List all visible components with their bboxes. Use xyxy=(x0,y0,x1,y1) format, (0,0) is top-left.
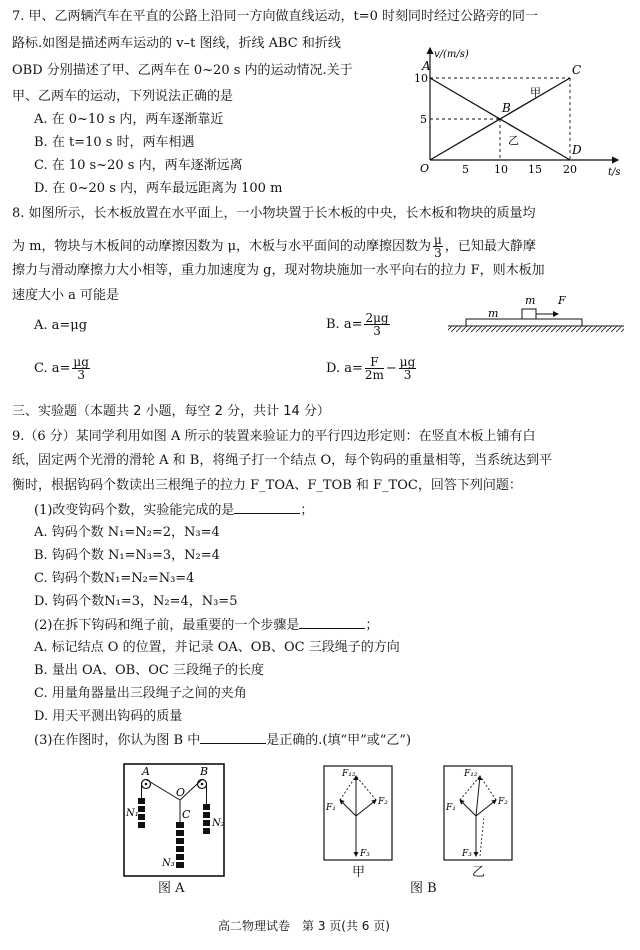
graph-ylabel: v/(m/s) xyxy=(434,49,469,60)
figure-a-label-b: B xyxy=(200,765,209,778)
yi-label-f3: F₃ xyxy=(462,849,472,859)
page-footer: 高二物理试卷 第 3 页(共 6 页) xyxy=(218,919,390,933)
figure-a-label-o: O xyxy=(176,786,186,799)
q9-sub1-option-b: B. 钩码个数 N₁=N₃=3，N₂=4 xyxy=(34,548,220,563)
vt-graph xyxy=(408,44,630,200)
q8-stem-line2a: 为 m，物块与木板间的动摩擦因数为 μ，木板与水平面间的动摩擦因数为 xyxy=(12,239,432,254)
graph-xtick-15: 15 xyxy=(528,163,542,176)
q8-option-b xyxy=(326,312,392,337)
q8-stem-line4: 速度大小 a 可能是 xyxy=(12,288,120,303)
small-block xyxy=(522,309,536,319)
q8-option-d-minus: − xyxy=(385,361,397,376)
q8-option-d-numerator-2: μg xyxy=(399,355,416,369)
q9-sub1-text: (1)改变钩码个数，实验能完成的是 xyxy=(34,503,235,518)
graph-point-d: D xyxy=(572,143,582,157)
q9-stem-line2: 纸，固定两个光滑的滑轮 A 和 B，将绳子打一个结点 O，每个钩码的重量相等，当系统达到平 xyxy=(12,453,553,468)
figure-a-label-c: C xyxy=(182,808,191,821)
q9-sub1-option-c: C. 钩码个数N₁=N₂=N₃=4 xyxy=(34,571,195,586)
q7-option-d: D. 在 0~20 s 内，两车最远距离为 100 m xyxy=(34,181,283,196)
q8-option-d-prefix: D. a= xyxy=(326,361,363,376)
yi-label-f2: F₂ xyxy=(498,797,508,807)
jia-label-f1: F₁ xyxy=(326,803,336,813)
yi-label-f1: F₁ xyxy=(446,803,456,813)
q7-stem-line3: OBD 分别描述了甲、乙两车在 0~20 s 内的运动情况.关于 xyxy=(12,63,353,78)
q8-option-d-numerator-1: F xyxy=(365,356,384,369)
q9-sub3-blank[interactable] xyxy=(200,731,266,744)
q9-sub2-option-c: C. 用量角器量出三段绳子之间的夹角 xyxy=(34,686,247,701)
q9-sub2-option-d: D. 用天平测出钩码的质量 xyxy=(34,709,183,724)
graph-xlabel: t/s xyxy=(608,167,621,178)
section-three-title: 三、实验题（本题共 2 小题，每空 2 分，共计 14 分） xyxy=(12,404,330,419)
q9-sub2-option-a: A. 标记结点 O 的位置，并记录 OA、OB、OC 三段绳子的方向 xyxy=(34,640,400,655)
q9-stem-line3: 衡时，根据钩码个数读出三根绳子的拉力 F_TOA、F_TOB 和 F_TOC，回答下列问题： xyxy=(12,478,522,493)
figure-b-jia-caption: 甲 xyxy=(352,865,366,880)
q9-sub2-option-b: B. 量出 OA、OB、OC 三段绳子的长度 xyxy=(34,663,264,678)
q9-sub1 xyxy=(34,501,313,519)
graph-xtick-10: 10 xyxy=(494,163,508,176)
q8-option-b-numerator: 2μg xyxy=(365,311,389,325)
q8-stem-line1: 8. 如图所示，长木板放置在水平面上，一小物块置于长木板的中央，长木板和物块的质量均 xyxy=(12,206,536,221)
q8-option-c-numerator: μg xyxy=(73,355,89,369)
graph-point-a: A xyxy=(422,59,431,73)
q9-sub2-blank[interactable] xyxy=(299,616,365,629)
series-jia xyxy=(430,78,570,119)
q8-option-c-prefix: C. a= xyxy=(34,361,71,376)
graph-xtick-20: 20 xyxy=(563,163,577,176)
block-mass-label: m xyxy=(525,294,536,307)
graph-ytick-5: 5 xyxy=(420,113,427,126)
q9-sub2 xyxy=(34,616,378,634)
q7-stem-line4: 甲、乙两车的运动，下列说法正确的是 xyxy=(12,89,234,104)
q9-sub3-suffix: 是正确的.(填“甲”或“乙”) xyxy=(266,733,412,748)
q8-stem-line2 xyxy=(12,234,536,259)
q9-sub1-tail: ； xyxy=(300,503,314,518)
q9-sub2-text: (2)在拆下钩码和绳子前，最重要的一个步骤是 xyxy=(34,618,300,633)
q8-option-c-denominator: 3 xyxy=(77,368,85,382)
figure-a-caption: 图 A xyxy=(158,881,185,896)
q8-option-b-prefix: B. a= xyxy=(326,317,363,332)
q7-stem-line1: 7. 甲、乙两辆汽车在平直的公路上沿同一方向做直线运动，t=0 时刻同时经过公路旁的同一 xyxy=(12,9,539,24)
q7-stem-line2: 路标.如图是描述两车运动的 v–t 图线，折线 ABC 和折线 xyxy=(12,36,341,51)
force-label: F xyxy=(558,294,566,307)
q8-option-d-denominator-1: 2m xyxy=(364,368,384,382)
board-diagram xyxy=(446,292,626,338)
board-mass-label: m xyxy=(488,307,499,320)
q8-stem-line3: 擦力与滑动摩擦力大小相等，重力加速度为 g，现对物块施加一水平向右的拉力 F，则木板加 xyxy=(12,263,545,278)
figure-b-yi-caption: 乙 xyxy=(472,865,486,880)
q8-stem-line2b: ，已知最大静摩 xyxy=(444,239,536,254)
fraction-denominator: 3 xyxy=(434,246,442,260)
fraction-numerator: μ xyxy=(434,233,442,247)
jia-label-f3: F₃ xyxy=(360,849,370,859)
graph-origin: O xyxy=(420,162,430,175)
q8-option-b-denominator: 3 xyxy=(373,324,381,338)
long-board xyxy=(466,319,582,326)
graph-point-c: C xyxy=(572,63,582,77)
fraction-mu-over-3 xyxy=(433,234,443,259)
q7-option-c: C. 在 10 s~20 s 内，两车逐渐远离 xyxy=(34,158,243,173)
figure-b-caption: 图 B xyxy=(410,881,437,896)
q8-option-d xyxy=(326,356,418,381)
q9-sub1-option-d: D. 钩码个数N₁=3，N₂=4，N₃=5 xyxy=(34,594,238,609)
figure-b-yi xyxy=(442,764,514,864)
figure-a-label-n2: N₂ xyxy=(212,818,225,829)
graph-label-jia: 甲 xyxy=(530,86,541,99)
q8-option-c xyxy=(34,356,92,381)
figure-a-label-n3: N₃ xyxy=(162,858,175,869)
graph-ytick-10: 10 xyxy=(414,72,428,85)
figure-a-label-a: A xyxy=(142,765,150,778)
graph-label-yi: 乙 xyxy=(508,134,519,147)
q9-sub1-blank[interactable] xyxy=(234,501,300,514)
q8-option-d-denominator-2: 3 xyxy=(403,368,412,382)
jia-label-f12: F₁₂ xyxy=(342,769,356,779)
graph-xtick-5: 5 xyxy=(462,163,469,176)
graph-point-b: B xyxy=(502,101,511,115)
q7-option-a: A. 在 0~10 s 内，两车逐渐靠近 xyxy=(34,112,224,127)
figure-b-jia xyxy=(322,764,394,864)
q9-sub2-tail: ； xyxy=(365,618,379,633)
q9-sub3-prefix: (3)在作图时，你认为图 B 中 xyxy=(34,733,201,748)
q8-option-a: A. a=μg xyxy=(34,318,88,333)
ground-hatch xyxy=(448,326,624,332)
q9-stem-line1: 9.（6 分）某同学利用如图 A 所示的装置来验证力的平行四边形定则：在竖直木板上铺有白 xyxy=(12,429,536,444)
figure-a xyxy=(120,762,230,884)
q7-option-b: B. 在 t=10 s 时，两车相遇 xyxy=(34,135,195,150)
yi-label-f12: F₁₂ xyxy=(464,769,478,779)
figure-a-label-n1: N₁ xyxy=(126,808,139,819)
jia-label-f2: F₂ xyxy=(378,797,388,807)
q9-sub3 xyxy=(34,731,411,749)
q9-sub1-option-a: A. 钩码个数 N₁=N₂=2，N₃=4 xyxy=(34,525,220,540)
